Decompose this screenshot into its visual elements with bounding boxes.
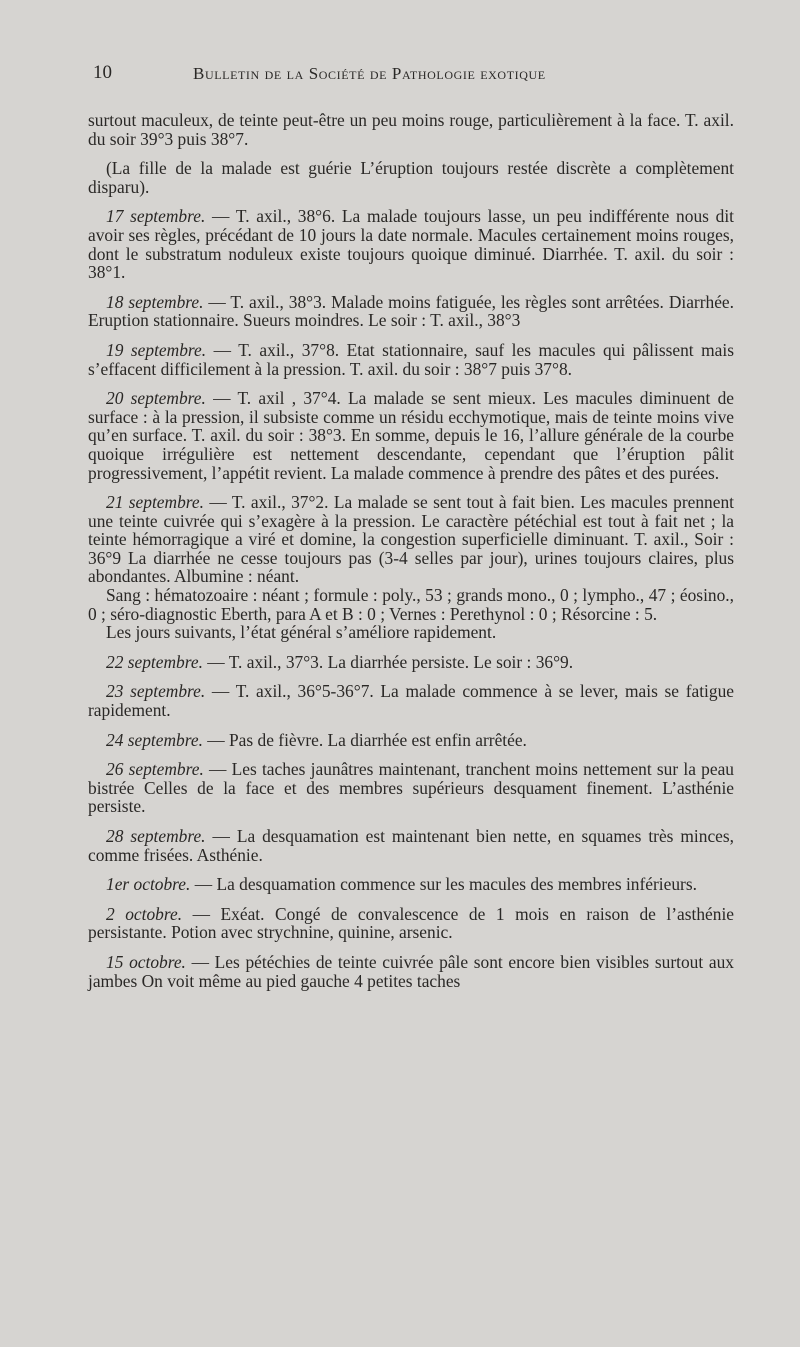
entry-text: Sang : hématozoaire : néant ; formule : poly., 53 ; grands mono., 0 ; lympho., 47 ; éosino., 0 ; séro-diagnostic Eberth, para A et B : 0 ; Vernes : Perethynol : 0 ; Résorcine : 5. (88, 585, 734, 624)
paragraph (88, 586, 734, 623)
running-title: Bulletin de la Société de Pathologie exotique (193, 64, 546, 83)
entry-text: — La desquamation est maintenant bien nette, en squames très minces, comme frisées. Asthénie. (88, 826, 734, 865)
paragraph (88, 159, 734, 196)
paragraph (88, 760, 734, 816)
running-header (93, 62, 733, 88)
entry-text: (La fille de la malade est guérie L’éruption toujours restée discrète a complètement disparu). (88, 158, 734, 197)
page-number: 10 (93, 62, 112, 83)
paragraph (88, 682, 734, 719)
entry-date: 21 septembre. (106, 492, 204, 513)
entry-text: — Exéat. Congé de convalescence de 1 mois en raison de l’asthénie persistante. Potion avec strychnine, quinine, arsenic. (88, 903, 735, 943)
entry-date: 26 septembre. (106, 759, 204, 780)
entry-date: 17 septembre. (106, 206, 206, 227)
entry-text: — T. axil., 37°3. La diarrhée persiste. Le soir : 36°9. (202, 651, 574, 672)
paragraph (88, 653, 734, 672)
paragraph (88, 953, 734, 990)
entry-date: 24 septembre. (106, 729, 203, 750)
entry-text: surtout maculeux, de teinte peut-être un peu moins rouge, particulièrement à la face. T. axil. du soir 39°3 puis 38°7. (88, 110, 734, 149)
entry-text: — T. axil., 38°6. La malade toujours lasse, un peu indifférente nous dit avoir ses règles, précédant de 10 jours la date normale. Macules certainement moins rouges, dont le substratum noduleux existe toujours quoique diminué. Diarrhée. T. axil. du soir : 38°1. (88, 206, 735, 283)
paragraph (88, 905, 734, 942)
entry-date: 1er octobre. (106, 874, 191, 895)
paragraph (88, 293, 734, 330)
entry-date: 20 septembre. (106, 388, 206, 409)
entry-date: 19 septembre. (106, 339, 207, 360)
entry-date: 18 septembre. (106, 291, 204, 312)
entry-text: — La desquamation commence sur les macules des membres inférieurs. (190, 874, 697, 895)
entry-text: — Les taches jaunâtres maintenant, tranchent moins nettement sur la peau bistrée Celles de la face et des membres supérieurs desquament finement. L’asthénie persiste. (88, 759, 734, 817)
entry-text: — Pas de fièvre. La diarrhée est enfin arrêtée. (202, 729, 527, 750)
entry-date: 2 octobre. (106, 903, 183, 924)
entry-text: Les jours suivants, l’état général s’améliore rapidement. (106, 622, 497, 643)
entry-text: — Les pétéchies de teinte cuivrée pâle sont encore bien visibles surtout aux jambes On voit même au pied gauche 4 petites taches (88, 951, 734, 991)
entry-text: — T. axil., 37°8. Etat stationnaire, sauf les macules qui pâlissent mais s’effacent difficilement à la pression. T. axil. du soir : 38°7 puis 37°8. (88, 339, 734, 379)
entry-text: — T. axil , 37°4. La malade se sent mieux. Les macules diminuent de surface : à la pression, il subsiste comme un résidu ecchymotique, mais de teinte moins vive qu’en surface. T. axil. du soir : 38°3. En somme, depuis le 16, l’allure générale de la courbe quoique irrégulière est nettement descendante, cependant que l’éruption pâlit progressivement, l’appétit revient. La malade commence à prendre des pâtes et des purées. (88, 388, 735, 483)
paragraph (88, 389, 734, 482)
entry-date: 23 septembre. (106, 681, 206, 702)
entry-date: 22 septembre. (106, 651, 203, 672)
entry-text: — T. axil., 37°2. La malade se sent tout à fait bien. Les macules prennent une teinte cuivrée qui s’exagère à la pression. Le caractère pétéchial est tout à fait net ; la teinte hémorragique a viré et domine, la congestion superficielle diminuant. T. axil., Soir : 36°9 La diarrhée ne cesse toujours pas (3-4 selles par jour), urines toujours claires, plus abondantes. Albumine : néant. (88, 492, 734, 587)
paragraph (88, 207, 734, 281)
entry-text: — T. axil., 38°3. Malade moins fatiguée, les règles sont arrêtées. Diarrhée. Eruption stationnaire. Sueurs moindres. Le soir : T. axil., 38°3 (88, 291, 734, 331)
entry-text: — T. axil., 36°5-36°7. La malade commence à se lever, mais se fatigue rapidement. (88, 681, 734, 721)
paragraph (88, 827, 734, 864)
entry-date: 15 octobre. (106, 951, 186, 972)
paragraph (88, 111, 734, 148)
paragraph (88, 493, 734, 586)
paragraph (88, 731, 734, 750)
body-text (88, 111, 734, 1001)
paragraph (88, 623, 734, 642)
entry-date: 28 septembre. (106, 826, 206, 846)
paragraph (88, 341, 734, 378)
paragraph (88, 875, 734, 894)
